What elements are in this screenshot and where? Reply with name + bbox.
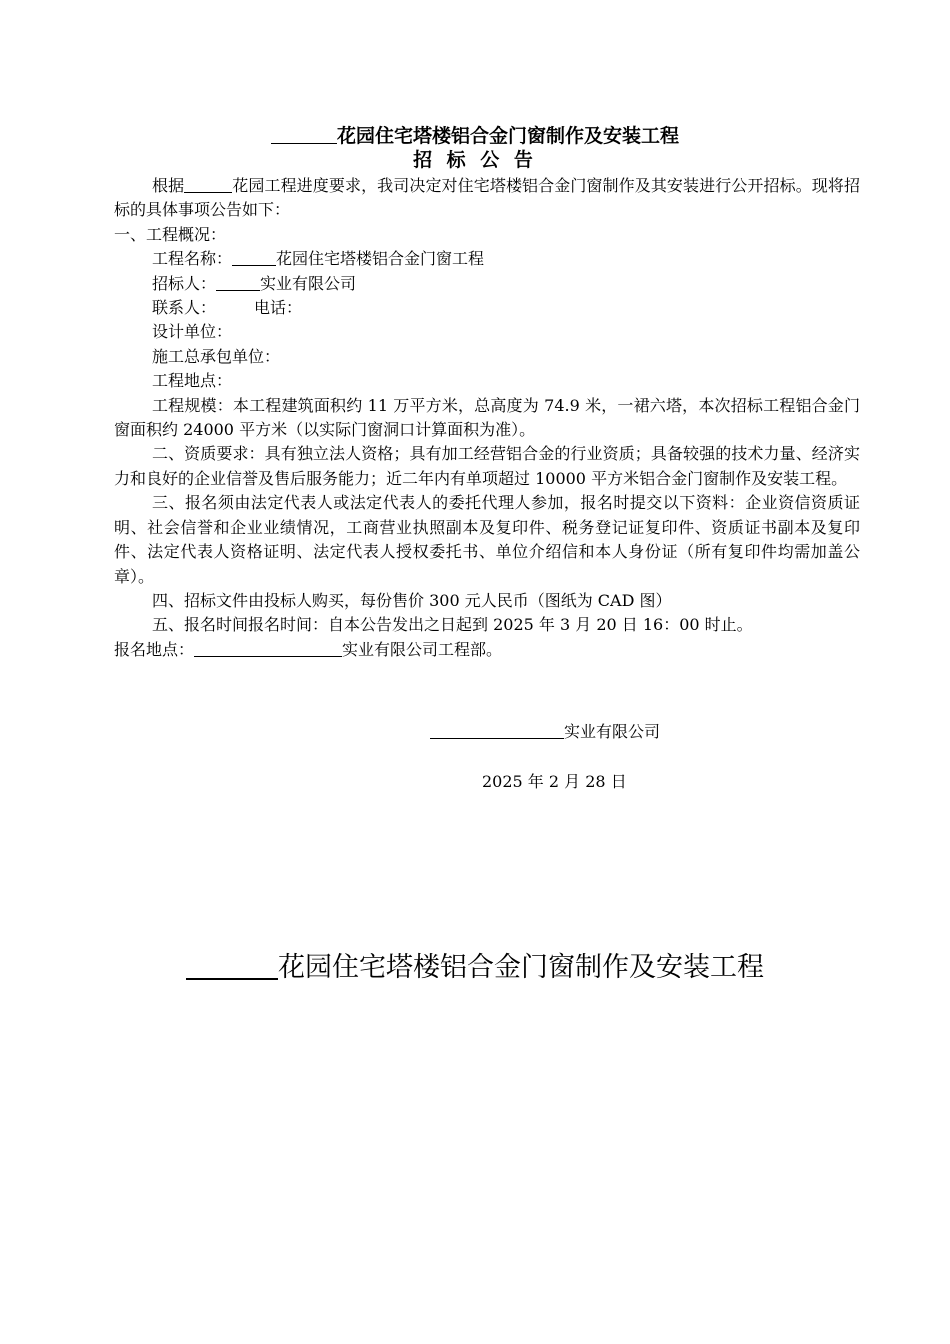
signature-company: 实业有限公司 <box>430 720 660 744</box>
notice-body <box>114 174 860 662</box>
location-line: 工程地点： <box>152 371 233 391</box>
signature-date: 2025 年 2 月 28 日 <box>482 772 627 791</box>
notice-subtitle: 招 标 公 告 <box>413 149 537 171</box>
designer-line: 设计单位： <box>152 322 233 342</box>
next-page-title: 花园住宅塔楼铝合金门窗制作及安装工程 <box>0 950 950 986</box>
project-name-blank <box>232 249 276 266</box>
title-text: 花园住宅塔楼铝合金门窗制作及安装工程 <box>336 125 679 147</box>
project-name-line: 工程名称： 花园住宅塔楼铝合金门窗工程 <box>152 249 485 269</box>
tenderer-line: 招标人： 实业有限公司 <box>152 273 357 293</box>
intro-paragraph: 根据 花园工程进度要求，我司决定对住宅塔楼铝合金门窗制作及其安装进行公开招标。现将招标的具体事项公告如下： <box>114 176 860 220</box>
next-title-blank <box>186 952 278 980</box>
scale-paragraph: 工程规模：本工程建筑面积约 11 万平方米，总高度为 74.9 米，一裙六塔，本次招标工程铝合金门窗面积约 24000 平方米（以实际门窗洞口计算面积为准）。 <box>114 395 860 440</box>
section2-paragraph: 二、资质要求：具有独立法人资格；具有加工经营铝合金的行业资质；具备较强的技术力量、经济实力和良好的企业信誉及售后服务能力；近二年内有单项超过 10000 平方米铝合金门窗制作及安装工程。 <box>114 444 860 488</box>
contractor-line: 施工总承包单位： <box>152 346 281 366</box>
title-blank <box>271 127 337 144</box>
intro-blank <box>184 176 232 193</box>
section4-paragraph: 四、招标文件由投标人购买，每份售价 300 元人民币（图纸为 CAD 图） <box>152 590 672 610</box>
section5-paragraph: 五、报名时间报名时间：自本公告发出之日起到 2025 年 3 月 20 日 16：00 时止。 <box>152 615 753 635</box>
notice-title <box>0 124 950 148</box>
tenderer-blank <box>216 274 260 291</box>
section1-heading: 一、工程概况： <box>114 224 227 244</box>
signature-blank <box>430 722 564 739</box>
contact-line: 联系人： 电话： <box>152 298 303 318</box>
registration-line: 报名地点： 实业有限公司工程部。 <box>114 639 503 659</box>
registration-blank <box>194 640 342 657</box>
section3-paragraph: 三、报名须由法定代表人或法定代表人的委托代理人参加，报名时提交以下资料：企业资信资质证明、社会信誉和企业业绩情况，工商营业执照副本及复印件、税务登记证复印件、资质证书副本及复印件、法定代表人资格证明、法定代表人授权委托书、单位介绍信和本人身份证（所有复印件均需加盖公章）。 <box>114 493 860 586</box>
